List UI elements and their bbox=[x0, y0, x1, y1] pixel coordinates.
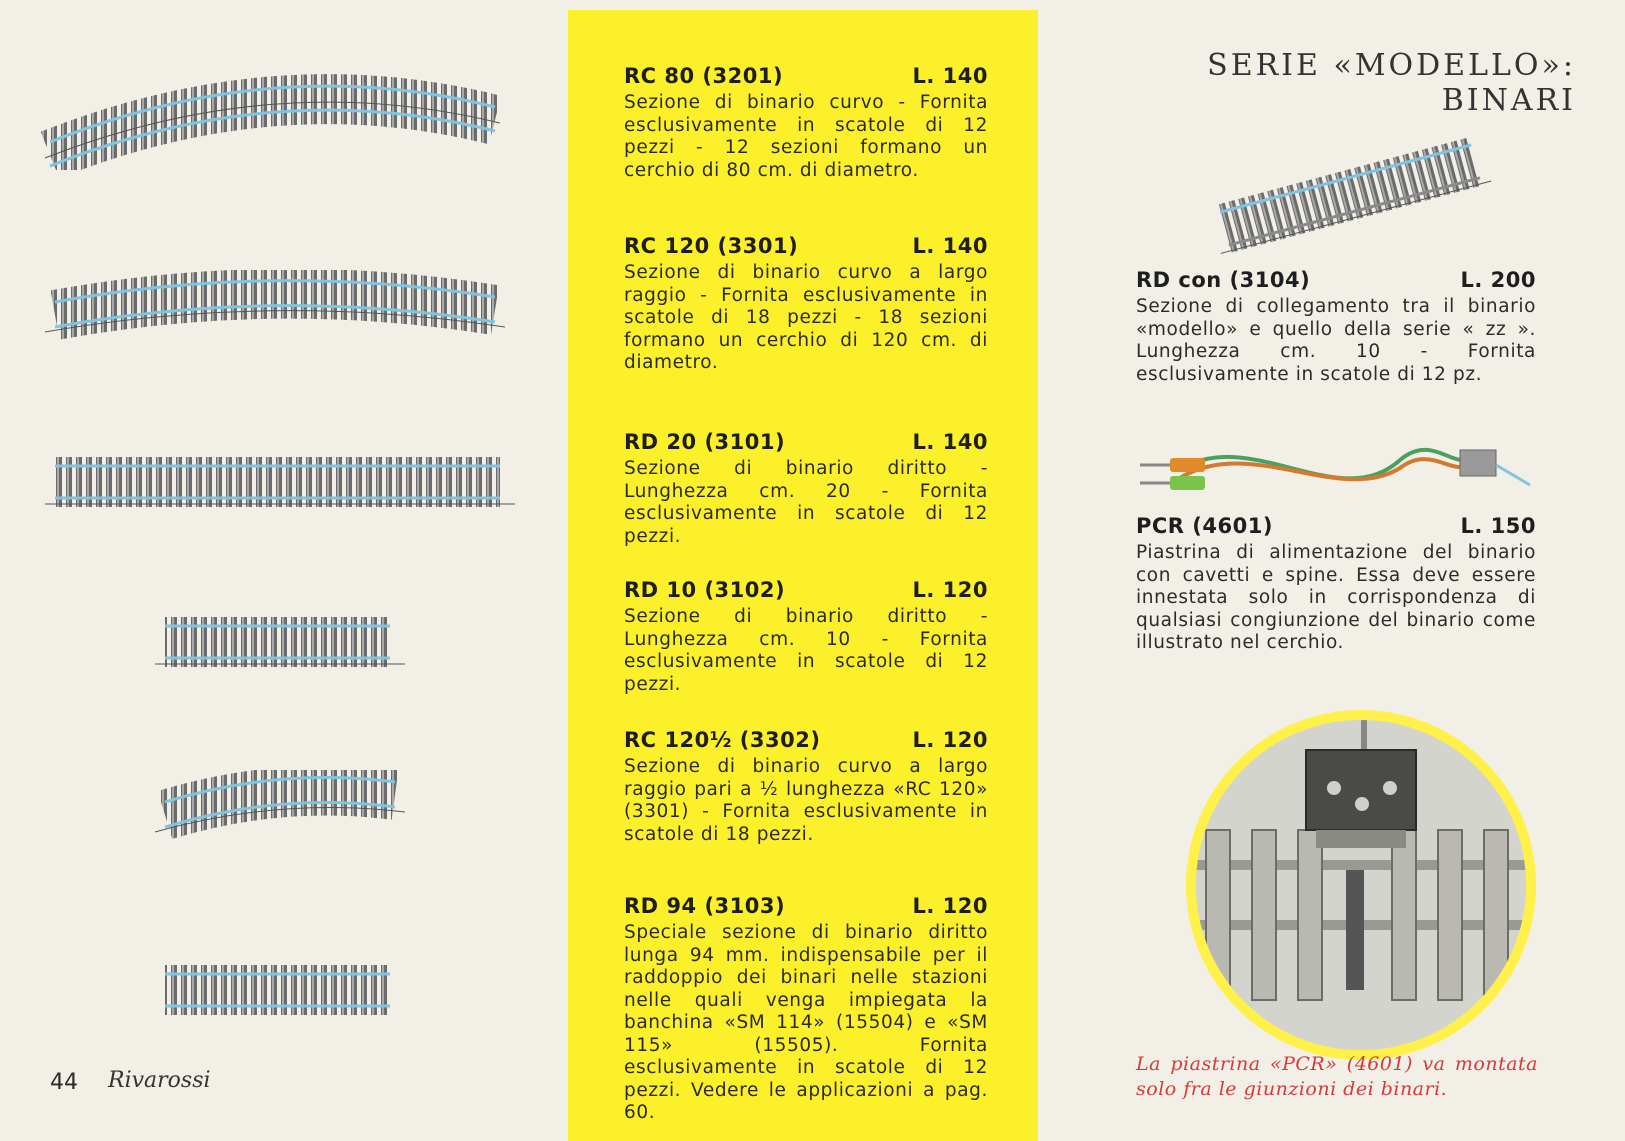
entry-description: Sezione di binario curvo a largo raggio - Fornita esclusivamente in scatole di 18 pezzi - 18 sezioni formano un cerchio di 120 cm. di diametro. bbox=[624, 262, 988, 373]
track-rd10-illustration bbox=[150, 612, 410, 672]
illustration-caption: La piastrina «PCR» (4601) va montata solo fra le giunzioni dei binari. bbox=[1136, 1053, 1538, 1100]
entry-code: RD con (3104) bbox=[1136, 268, 1311, 292]
entry-code: RD 94 (3103) bbox=[624, 894, 786, 918]
track-rc80-illustration bbox=[40, 70, 510, 170]
entry-rd10 bbox=[624, 578, 988, 696]
entry-description: Sezione di collegamento tra il binario «modello» e quello della serie « zz ». Lunghezza cm. 10 - Fornita esclusivamente in scatole di 12 pz. bbox=[1136, 296, 1536, 385]
entry-code: RD 10 (3102) bbox=[624, 578, 786, 602]
page-number: 44 bbox=[50, 1070, 78, 1095]
entry-description: Piastrina di alimentazione del binario con cavetti e spine. Essa deve essere innestata solo in corrispondenza di qualsiasi congiunzione del binario come illustrato nel cerchio. bbox=[1136, 542, 1536, 653]
entry-rc80 bbox=[624, 64, 988, 182]
entry-pcr bbox=[1136, 514, 1536, 655]
track-rc120-illustration bbox=[40, 270, 510, 350]
brand-logo: Rivarossi bbox=[108, 1068, 211, 1093]
entry-price: L. 120 bbox=[912, 894, 988, 918]
track-rd94-illustration bbox=[150, 960, 410, 1020]
entry-code: RC 80 (3201) bbox=[624, 64, 784, 88]
pcr-mounting-detail bbox=[1196, 720, 1526, 1050]
entry-description: Sezione di binario curvo a largo raggio pari a ½ lunghezza «RC 120» (3301) - Fornita esclusivamente in scatole di 18 pezzi. bbox=[624, 756, 988, 845]
entry-price: L. 140 bbox=[912, 430, 988, 454]
entry-price: L. 120 bbox=[912, 578, 988, 602]
entry-price: L. 140 bbox=[912, 234, 988, 258]
pcr-cable-illustration bbox=[1140, 420, 1540, 520]
entry-code: RC 120½ (3302) bbox=[624, 728, 821, 752]
detail-circle-photo bbox=[1196, 720, 1526, 1050]
entry-price: L. 140 bbox=[912, 64, 988, 88]
entry-price: L. 120 bbox=[912, 728, 988, 752]
entry-price: L. 200 bbox=[1460, 268, 1536, 292]
page-title: SERIE «MODELLO»: BINARI bbox=[1207, 48, 1576, 118]
entry-rd94 bbox=[624, 894, 988, 1125]
entry-code: RD 20 (3101) bbox=[624, 430, 786, 454]
track-rd20-illustration bbox=[45, 452, 515, 512]
entry-rc120half bbox=[624, 728, 988, 846]
entry-code: RC 120 (3301) bbox=[624, 234, 799, 258]
entry-rd20 bbox=[624, 430, 988, 548]
track-rc120half-illustration bbox=[150, 770, 420, 840]
entry-rdcon bbox=[1136, 268, 1536, 386]
entry-description: Sezione di binario diritto - Lunghezza cm. 20 - Fornita esclusivamente in scatole di 12 pezzi. bbox=[624, 458, 988, 547]
entry-description: Sezione di binario curvo - Fornita esclusivamente in scatole di 12 pezzi - 12 sezioni formano un cerchio di 80 cm. di diametro. bbox=[624, 92, 988, 181]
entry-description: Sezione di binario diritto - Lunghezza cm. 10 - Fornita esclusivamente in scatole di 12 pezzi. bbox=[624, 606, 988, 695]
entry-price: L. 150 bbox=[1460, 514, 1536, 538]
entry-code: PCR (4601) bbox=[1136, 514, 1273, 538]
entry-rc120 bbox=[624, 234, 988, 375]
entry-description: Speciale sezione di binario diritto lunga 94 mm. indispensabile per il raddoppio dei binari nelle stazioni nelle quali venga impiegata la banchina «SM 114» (15504) e «SM 115» (15505). Fornita esclusivamente in scatole di 12 pezzi. Vedere le applicazioni a pag. 60. bbox=[624, 922, 988, 1123]
track-rdcon-illustration bbox=[1200, 130, 1500, 260]
